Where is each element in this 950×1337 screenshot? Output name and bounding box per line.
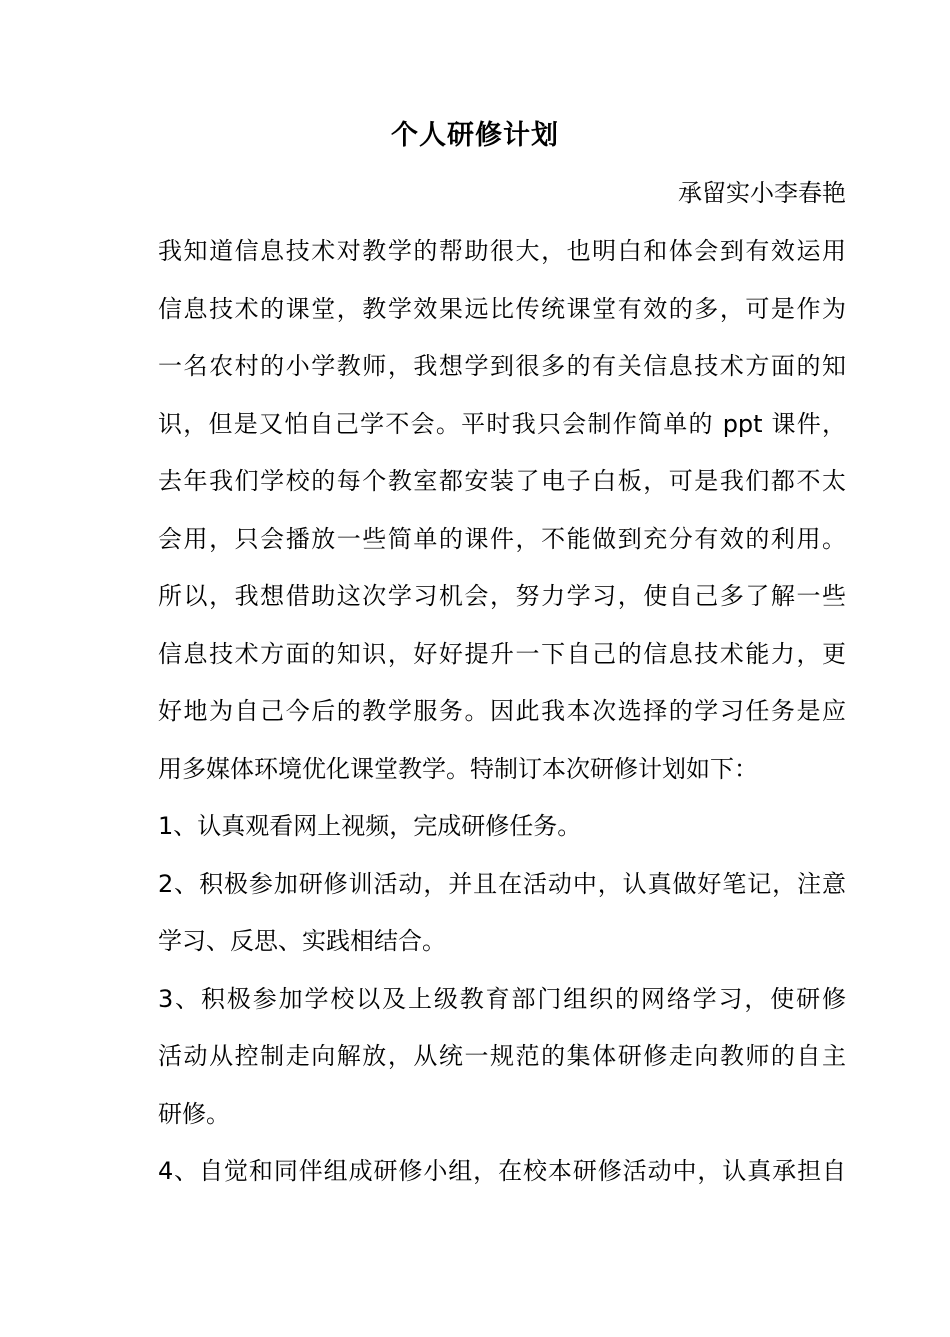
body-line: 所以，我想借助这次学习机会，努力学习，使自己多了解一些 [158, 582, 846, 610]
body-line: 会用，只会播放一些简单的课件，不能做到充分有效的利用。 [158, 524, 846, 553]
list-item-3-cont: 研修。 [158, 1099, 230, 1128]
body-line: 信息技术的课堂，教学效果远比传统课堂有效的多，可是作为 [158, 294, 846, 323]
list-item-2: 2、积极参加研修训活动，并且在活动中，认真做好笔记，注意 [158, 869, 846, 898]
document-author: 承留实小李春艳 [678, 179, 846, 207]
body-line: 用多媒体环境优化课堂教学。特制订本次研修计划如下： [158, 754, 758, 783]
body-line: 一名农村的小学教师，我想学到很多的有关信息技术方面的知 [158, 352, 846, 380]
body-line: 好地为自己今后的教学服务。因此我本次选择的学习任务是应 [158, 697, 846, 725]
body-line: 我知道信息技术对教学的帮助很大，也明白和体会到有效运用 [158, 237, 846, 265]
document-body [158, 231, 846, 1209]
body-line: 信息技术方面的知识，好好提升一下自己的信息技术能力，更 [158, 639, 846, 668]
list-item-3-cont: 活动从控制走向解放，从统一规范的集体研修走向教师的自主 [158, 1042, 846, 1070]
document-title: 个人研修计划 [391, 120, 559, 151]
list-item-2-cont: 学习、反思、实践相结合。 [158, 927, 446, 955]
list-item-4: 4、自觉和同伴组成研修小组，在校本研修活动中，认真承担自 [158, 1157, 846, 1185]
list-item-3: 3、积极参加学校以及上级教育部门组织的网络学习，使研修 [158, 984, 846, 1013]
body-line: 识，但是又怕自己学不会。平时我只会制作简单的 ppt 课件， [158, 409, 846, 438]
list-item-1: 1、认真观看网上视频，完成研修任务。 [158, 812, 582, 840]
body-line: 去年我们学校的每个教室都安装了电子白板，可是我们都不太 [158, 467, 846, 495]
